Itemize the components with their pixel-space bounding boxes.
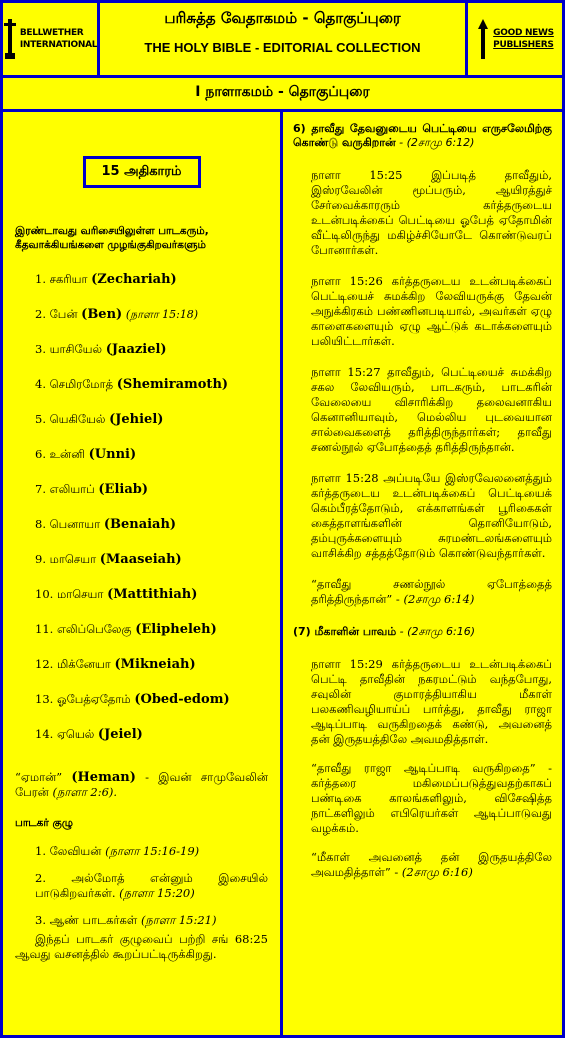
right-column [283,112,562,1035]
singers-heading: பாடகர் குழு [15,817,74,829]
singer-list [3,252,280,742]
list-item: 11. எலிப்பெலேகு (Elipheleh) [35,622,217,637]
singer-group-item: 2. அல்மோத் என்னும் இசையில் பாடுகிறவர்கள். (நாளா 15:20) [35,871,268,900]
left-logo [0,0,100,78]
title-tamil: பரிசுத்த வேதாகமம் - தொகுப்புரை [164,9,401,27]
list-item: 12. மிக்னேயா (Mikneiah) [35,657,196,672]
left-column [3,112,283,1035]
list-item: 5. யெகியேல் (Jehiel) [35,412,164,427]
list-item: 3. யாசியேல் (Jaaziel) [35,342,167,357]
logo-line-1: BELLWETHER [19,28,84,38]
right-logo [465,0,565,78]
book-title: I நாளாகமம் - தொகுப்புரை [195,84,370,100]
singer-group-item: 3. ஆண் பாடகர்கள் (நாளா 15:21) [35,913,217,927]
book-title-box [0,75,565,112]
list-item: 14. ஏயெல் (Jeiel) [35,727,143,742]
list-item: 6. உன்னி (Unni) [35,447,137,462]
section-6-heading: 6) தாவீது தேவனுடைய பெட்டியை எருசலேமிற்கு கொண்டு வருகிறான் - (2சாமு 6:12) [293,122,552,149]
verse-paragraph: நாளா 15:28 அப்படியே இஸ்ரவேலனைத்தும் கர்த்தருடைய உடன்படிக்கைப் பெட்டியைக் கெம்பீரத்தோடும், எக்காளங்கள் பூரிகைகள் கைத்தாளங்களின் தொனியோடும், தம்புருக்களையும் சுரமண்டலங்களையும் வாசிக்கிற சத்தத்தோடும் கொண்டுவந்தார்கள். [311,471,552,560]
quote-note: “மீகாள் அவனைத் தன் இருதயத்திலே அவமதித்தாள்” - (2சாமு 6:16) [311,850,552,879]
quote-note: “தாவீது சணல்நூல் ஏபோத்தைத் தரித்திருந்தான்” - (2சாமு 6:14) [311,577,552,606]
singer-group-item: 1. லேவியன் (நாளா 15:16-19) [35,844,200,858]
left-heading: இரண்டாவது வரிசையிலுள்ள பாடகரும், கீதவாக்கியங்களை முழங்குகிறவர்களும் [15,225,209,251]
commentary-paragraph: “தாவீது ராஜா ஆடிப்பாடி வருகிறதை” - கர்த்தரை மகிமைப்படுத்துவதற்காகப் பண்டிகை காலங்களிலும், விசேஷித்த நாட்களிலும் எபிரெயர்கள் ஆடிப்பாடுவது வழக்கம். [311,761,552,835]
list-item: 1. சகரியா (Zechariah) [35,272,177,287]
title-box [97,0,468,78]
list-item: 10. மாசெயா (Mattithiah) [35,587,198,602]
verse-paragraph: நாளா 15:25 இப்படித் தாவீதும், இஸ்ரவேலின் மூப்பரும், ஆயிரத்துச் சேர்வைக்காரரும் கர்த்தருடைய உடன்படிக்கைப் பெட்டியை ஓபேத் ஏதோமின் வீட்டிலிருந்து மகிழ்ச்சியோடே கொண்டுவரப் போனார்கள். [311,168,552,257]
list-item: 13. ஓபேத்ஏதோம் (Obed-edom) [35,692,230,707]
publisher-line-1: GOOD NEWS [493,28,554,38]
list-item: 7. எலியாப் (Eliab) [35,482,149,497]
publisher-line-2: PUBLISHERS [493,40,554,50]
title-english: THE HOLY BIBLE - EDITORIAL COLLECTION [144,40,421,55]
list-item: 9. மாசெயா (Maaseiah) [35,552,182,567]
heman-note: “ஏமான்” (Heman) - இவன் சாமுவேலின் பேரன் (நாளா 2:6). [15,770,268,799]
list-item: 2. பேன் (Ben) (நாளா 15:18) [35,307,199,322]
bell-logo-icon [3,17,17,61]
list-item: 4. செமிரமோத் (Shemiramoth) [35,377,229,392]
torch-logo-icon [476,17,490,61]
verse-paragraph: நாளா 15:26 கர்த்தருடைய உடன்படிக்கைப் பெட்டியைச் சுமக்கிற லேவியருக்கு தேவன் அநுக்கிரகம் பண்ணினபடியால், அவர்கள் ஏழு காளைகளையும் ஏழு ஆட்டுக் கடாக்களையும் பலியிட்டார்கள். [311,274,552,348]
verse-paragraph: நாளா 15:29 கர்த்தருடைய உடன்படிக்கைப் பெட்டி தாவீதின் நகரமட்டும் வந்தபோது, சவுலின் குமாரத்தியாகிய மீகாள் பலகணிவழியாய்ப் பார்த்து, தாவீது ராஜா ஆடிப்பாடி வருகிறதைக் கண்டு, அவனைத் தன் இருதயத்திலே அவமதித்தாள். [311,657,552,746]
closing-note: இந்தப் பாடகர் குழுவைப் பற்றி சங் 68:25 ஆவது வசனத்தில் கூறப்பட்டிருக்கிறது. [15,932,268,961]
verse-paragraph: நாளா 15:27 தாவீதும், பெட்டியைச் சுமக்கிற சகல லேவியரும், பாடகரும், பாடகரின் வேலையை விசாரிக்கிற தலைவனாகிய கெனானியாவும், மெல்லிய புடவையான சால்வைகளைத் தரித்திருந்தார்கள்; தாவீது சணல்நூல் ஏபோத்தைத் தரித்திருந்தான். [311,365,552,454]
list-item: 8. பெனாயா (Benaiah) [35,517,177,532]
logo-line-2: INTERNATIONAL [19,40,98,50]
chapter-box: 15 அதிகாரம் [83,156,201,188]
section-7-heading: (7) மீகாளின் பாவம் - (2சாமு 6:16) [293,625,475,638]
